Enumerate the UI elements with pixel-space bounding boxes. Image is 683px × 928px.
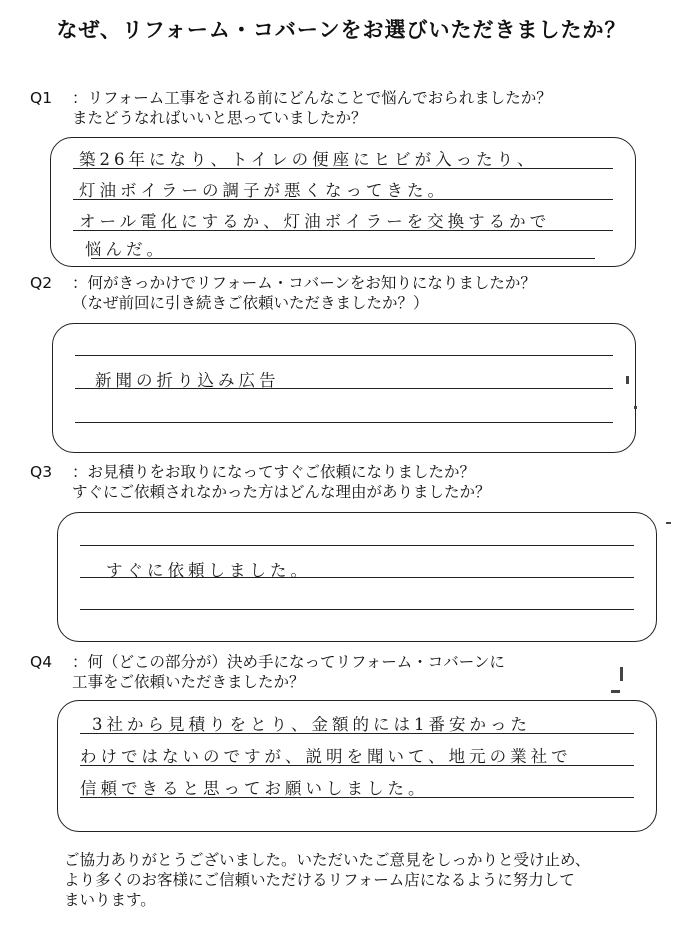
question-text: ：リフォーム工事をされる前にどんなことで悩んでおられましたか？ [72, 89, 552, 107]
answer-box-4 [57, 700, 657, 832]
question-text: ：何がきっかけでリフォーム・コバーンをお知りになりましたか？ [72, 274, 536, 292]
scan-speck [620, 667, 623, 681]
question-subtext: すぐにご依頼されなかった方はどんな理由がありましたか？ [72, 483, 491, 501]
question-number: Q1 [30, 89, 53, 107]
ruled-line [75, 355, 613, 356]
closing-line: まいります。 [64, 891, 156, 909]
question-text: ：何（どこの部分が）決め手になってリフォーム・コバーンに [72, 653, 505, 671]
scan-speck [626, 376, 629, 384]
scan-speck [666, 522, 671, 524]
answer-box-3 [57, 512, 657, 642]
question-text: ：お見積りをお取りになってすぐご依頼になりましたか？ [72, 463, 476, 481]
ruled-line [80, 609, 634, 610]
answer-box-1 [50, 137, 636, 267]
handwritten-answer-line: すぐに依頼しました。 [106, 561, 311, 580]
scan-speck [611, 690, 620, 693]
closing-line: より多くのお客様にご信頼いただけるリフォーム店になるように努力して [64, 871, 575, 889]
closing-message [64, 850, 654, 910]
question-number: Q3 [30, 463, 53, 481]
question-2 [30, 273, 536, 313]
question-4 [30, 652, 505, 692]
handwritten-answer-line: わけではないのですが、説明を聞いて、地元の業社で [80, 747, 572, 766]
ruled-line [75, 422, 613, 423]
ruled-line [80, 545, 634, 546]
question-3 [30, 462, 491, 502]
scan-speck [634, 406, 637, 409]
handwritten-answer-line: 築26年になり、トイレの便座にヒビが入ったり、 [79, 150, 538, 169]
handwritten-answer-line: 灯油ボイラーの調子が悪くなってきた。 [79, 181, 448, 200]
question-subtext: 工事をご依頼いただきましたか？ [72, 673, 305, 691]
handwritten-answer-line: 新聞の折り込み広告 [95, 371, 280, 390]
page-title: なぜ、リフォーム・コバーンをお選びいただきましたか？ [56, 18, 627, 42]
handwritten-answer-line: 悩んだ。 [85, 240, 167, 259]
question-number: Q2 [30, 274, 53, 292]
question-subtext: （なぜ前回に引き続きご依頼いただきましたか？） [72, 294, 429, 312]
handwritten-answer-line: オール電化にするか、灯油ボイラーを交換するかで [79, 212, 551, 231]
answer-box-2 [52, 323, 636, 453]
question-1 [30, 88, 552, 128]
closing-line: ご協力ありがとうございました。いただいたご意見をしっかりと受け止め、 [64, 851, 591, 869]
question-subtext: またどうなればいいと思っていましたか？ [72, 109, 367, 127]
handwritten-answer-line: 信頼できると思ってお願いしました。 [80, 779, 429, 798]
question-number: Q4 [30, 653, 53, 671]
handwritten-answer-line: 3社から見積りをとり、金額的には1番安かった [92, 715, 531, 734]
